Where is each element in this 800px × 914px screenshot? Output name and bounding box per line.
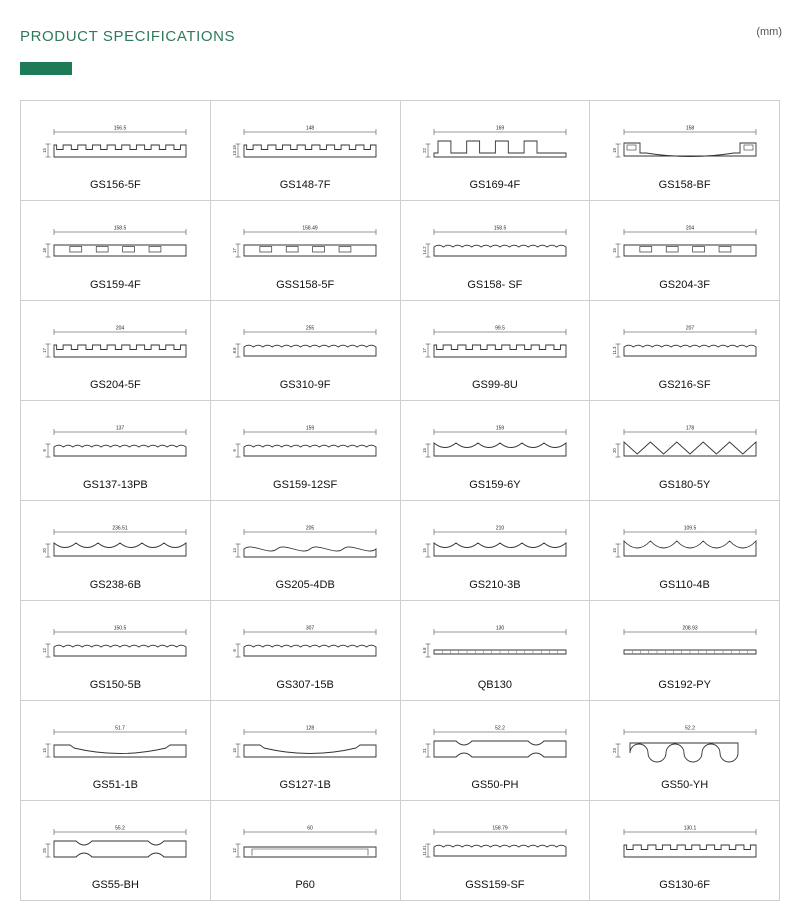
profile-drawing — [211, 411, 400, 480]
svg-text:15: 15 — [421, 447, 427, 453]
svg-text:178: 178 — [685, 425, 694, 431]
profile-svg — [40, 423, 190, 469]
profile-drawing — [401, 511, 590, 580]
product-code: GS158-BF — [658, 179, 711, 191]
svg-text:55.2: 55.2 — [115, 825, 126, 831]
profile-drawing — [21, 811, 210, 880]
profile-svg — [610, 323, 760, 369]
product-code: GS180-5Y — [658, 479, 711, 491]
profile-drawing — [590, 611, 779, 680]
svg-text:11.01: 11.01 — [421, 844, 427, 856]
spec-cell — [211, 101, 401, 201]
svg-text:99.5: 99.5 — [495, 325, 505, 331]
profile-svg — [40, 823, 190, 869]
svg-text:128: 128 — [305, 725, 315, 731]
product-code: GS204-5F — [90, 379, 141, 391]
svg-text:109.5: 109.5 — [683, 525, 696, 531]
product-code: GS130-6F — [659, 879, 710, 891]
svg-text:158.49: 158.49 — [302, 225, 318, 231]
product-code: GS55-BH — [91, 879, 139, 891]
page-header — [20, 28, 780, 45]
profile-drawing — [21, 311, 210, 380]
product-code: GS51-1B — [92, 779, 138, 791]
spec-cell — [401, 401, 591, 501]
svg-text:51.7: 51.7 — [115, 725, 126, 731]
profile-svg — [610, 623, 760, 669]
product-code: GS148-7F — [279, 179, 331, 191]
svg-text:20: 20 — [611, 447, 617, 453]
profile-svg — [420, 123, 570, 169]
spec-cell — [401, 301, 591, 401]
product-code: GS310-9F — [279, 379, 331, 391]
svg-text:8: 8 — [232, 648, 238, 652]
profile-drawing — [401, 111, 590, 180]
product-code: GS210-3B — [469, 579, 521, 591]
spec-cell — [401, 801, 591, 901]
svg-text:6.8: 6.8 — [421, 647, 427, 653]
profile-drawing — [401, 211, 590, 280]
svg-text:20: 20 — [42, 547, 48, 553]
product-code: QB130 — [477, 679, 512, 691]
profile-svg — [40, 223, 190, 269]
svg-text:19: 19 — [611, 147, 617, 153]
svg-text:18: 18 — [42, 247, 48, 253]
spec-cell — [211, 801, 401, 901]
profile-svg — [420, 823, 570, 869]
svg-text:15: 15 — [611, 547, 617, 553]
product-code: GS127-1B — [279, 779, 331, 791]
svg-text:158.79: 158.79 — [492, 825, 508, 831]
svg-text:60: 60 — [307, 825, 313, 831]
profile-drawing — [590, 811, 779, 880]
product-code: GS204-3F — [659, 279, 710, 291]
product-code: GS169-4F — [469, 179, 521, 191]
svg-text:15: 15 — [611, 247, 617, 253]
svg-text:169: 169 — [495, 125, 505, 131]
product-code: GS50-PH — [471, 779, 519, 791]
product-code: P60 — [295, 879, 315, 891]
accent-bar — [20, 62, 72, 75]
svg-text:21: 21 — [421, 747, 427, 753]
profile-drawing — [21, 511, 210, 580]
profile-svg — [420, 723, 570, 769]
spec-cell — [21, 601, 211, 701]
svg-text:204: 204 — [685, 225, 694, 231]
profile-svg — [610, 723, 760, 769]
profile-svg — [230, 423, 380, 469]
profile-svg — [420, 223, 570, 269]
spec-cell — [401, 601, 591, 701]
product-code: GS216-SF — [658, 379, 711, 391]
profile-svg — [230, 723, 380, 769]
svg-text:23: 23 — [611, 747, 617, 753]
profile-svg — [40, 623, 190, 669]
spec-cell — [21, 501, 211, 601]
product-code: GS137-13PB — [82, 479, 148, 491]
profile-svg — [610, 223, 760, 269]
profile-drawing — [590, 411, 779, 480]
profile-drawing — [590, 311, 779, 380]
svg-text:208.93: 208.93 — [681, 625, 698, 631]
profile-svg — [610, 423, 760, 469]
svg-text:17: 17 — [232, 247, 238, 253]
svg-text:9: 9 — [42, 448, 48, 452]
profile-drawing — [401, 411, 590, 480]
profile-svg — [610, 123, 760, 169]
svg-text:307: 307 — [305, 625, 315, 631]
product-code: GS205-4DB — [275, 579, 335, 591]
profile-drawing — [211, 811, 400, 880]
svg-text:210: 210 — [495, 525, 505, 531]
svg-text:13.19: 13.19 — [232, 144, 238, 156]
spec-cell — [401, 201, 591, 301]
svg-text:52.2: 52.2 — [684, 725, 695, 731]
product-code: GS50-YH — [661, 779, 709, 791]
svg-text:150.5: 150.5 — [114, 625, 127, 631]
spec-cell — [21, 401, 211, 501]
svg-text:255: 255 — [305, 325, 315, 331]
profile-drawing — [590, 211, 779, 280]
profile-drawing — [211, 511, 400, 580]
svg-text:207: 207 — [685, 325, 694, 331]
svg-text:158.5: 158.5 — [493, 225, 507, 231]
spec-cell — [211, 201, 401, 301]
svg-text:8.8: 8.8 — [232, 347, 238, 353]
svg-text:12: 12 — [42, 647, 48, 653]
profile-drawing — [401, 711, 590, 780]
svg-text:52.2: 52.2 — [495, 725, 505, 731]
profile-drawing — [21, 611, 210, 680]
product-code: GSS158-5F — [276, 279, 335, 291]
svg-text:205: 205 — [305, 525, 315, 531]
profile-svg — [40, 523, 190, 569]
svg-text:15: 15 — [42, 747, 48, 753]
spec-cell — [401, 501, 591, 601]
spec-cell — [590, 601, 780, 701]
product-spec-grid — [20, 100, 780, 901]
profile-svg — [40, 723, 190, 769]
svg-text:148: 148 — [305, 125, 315, 131]
product-code: GS150-5B — [89, 679, 142, 691]
svg-text:14: 14 — [232, 547, 238, 553]
spec-cell — [211, 301, 401, 401]
product-code: GSS159-SF — [465, 879, 525, 891]
svg-text:14.2: 14.2 — [421, 245, 427, 255]
spec-cell — [590, 401, 780, 501]
product-code: GS158- SF — [467, 279, 523, 291]
svg-text:17: 17 — [42, 347, 48, 353]
svg-text:236.51: 236.51 — [112, 525, 129, 531]
profile-svg — [230, 323, 380, 369]
product-code: GS307-15B — [276, 679, 334, 691]
spec-cell — [590, 101, 780, 201]
svg-text:17: 17 — [421, 347, 427, 353]
product-code: GS159-12SF — [273, 479, 338, 491]
profile-drawing — [211, 211, 400, 280]
spec-cell — [401, 701, 591, 801]
profile-drawing — [211, 711, 400, 780]
spec-cell — [590, 701, 780, 801]
spec-cell — [401, 101, 591, 201]
profile-svg — [230, 123, 380, 169]
svg-text:11.3: 11.3 — [611, 346, 617, 354]
profile-drawing — [211, 611, 400, 680]
profile-drawing — [401, 611, 590, 680]
profile-svg — [420, 523, 570, 569]
profile-drawing — [21, 711, 210, 780]
profile-svg — [420, 623, 570, 669]
unit-label: (mm) — [756, 26, 782, 38]
svg-text:156.5: 156.5 — [114, 125, 127, 131]
svg-text:22: 22 — [421, 147, 427, 153]
profile-drawing — [401, 311, 590, 380]
spec-cell — [590, 801, 780, 901]
svg-text:25: 25 — [42, 847, 48, 853]
spec-cell — [211, 401, 401, 501]
spec-cell — [590, 501, 780, 601]
product-code: GS192-PY — [658, 679, 711, 691]
profile-svg — [230, 223, 380, 269]
spec-cell — [21, 201, 211, 301]
profile-svg — [40, 123, 190, 169]
svg-text:9: 9 — [232, 448, 238, 452]
svg-text:159: 159 — [305, 425, 315, 431]
svg-text:158.5: 158.5 — [114, 225, 127, 231]
product-code: GS159-4F — [90, 279, 141, 291]
svg-text:12: 12 — [232, 847, 238, 853]
product-code: GS159-6Y — [469, 479, 521, 491]
spec-cell — [21, 101, 211, 201]
profile-svg — [420, 423, 570, 469]
profile-svg — [610, 523, 760, 569]
profile-drawing — [211, 111, 400, 180]
spec-cell — [211, 701, 401, 801]
svg-text:15: 15 — [421, 547, 427, 553]
profile-svg — [230, 823, 380, 869]
profile-svg — [610, 823, 760, 869]
page-title: PRODUCT SPECIFICATIONS — [20, 28, 236, 45]
profile-svg — [230, 623, 380, 669]
profile-drawing — [21, 111, 210, 180]
spec-cell — [21, 801, 211, 901]
svg-text:204: 204 — [116, 325, 125, 331]
profile-svg — [420, 323, 570, 369]
svg-text:159: 159 — [495, 425, 505, 431]
spec-cell — [211, 601, 401, 701]
product-code: GS99-8U — [471, 379, 518, 391]
profile-drawing — [590, 511, 779, 580]
profile-drawing — [211, 311, 400, 380]
spec-cell — [590, 201, 780, 301]
product-code: GS110-4B — [659, 579, 710, 591]
spec-cell — [21, 701, 211, 801]
profile-drawing — [21, 411, 210, 480]
profile-drawing — [590, 711, 779, 780]
svg-text:15: 15 — [42, 147, 48, 153]
svg-text:15: 15 — [232, 747, 238, 753]
profile-drawing — [401, 811, 590, 880]
svg-text:130.1: 130.1 — [683, 825, 696, 831]
svg-text:137: 137 — [116, 425, 125, 431]
profile-drawing — [590, 111, 779, 180]
product-code: GS238-6B — [89, 579, 142, 591]
profile-drawing — [21, 211, 210, 280]
spec-cell — [590, 301, 780, 401]
spec-cell — [211, 501, 401, 601]
profile-svg — [40, 323, 190, 369]
spec-cell — [21, 301, 211, 401]
product-code: GS156-5F — [90, 179, 141, 191]
profile-svg — [230, 523, 380, 569]
svg-text:130: 130 — [495, 625, 505, 631]
svg-text:158: 158 — [685, 125, 694, 131]
